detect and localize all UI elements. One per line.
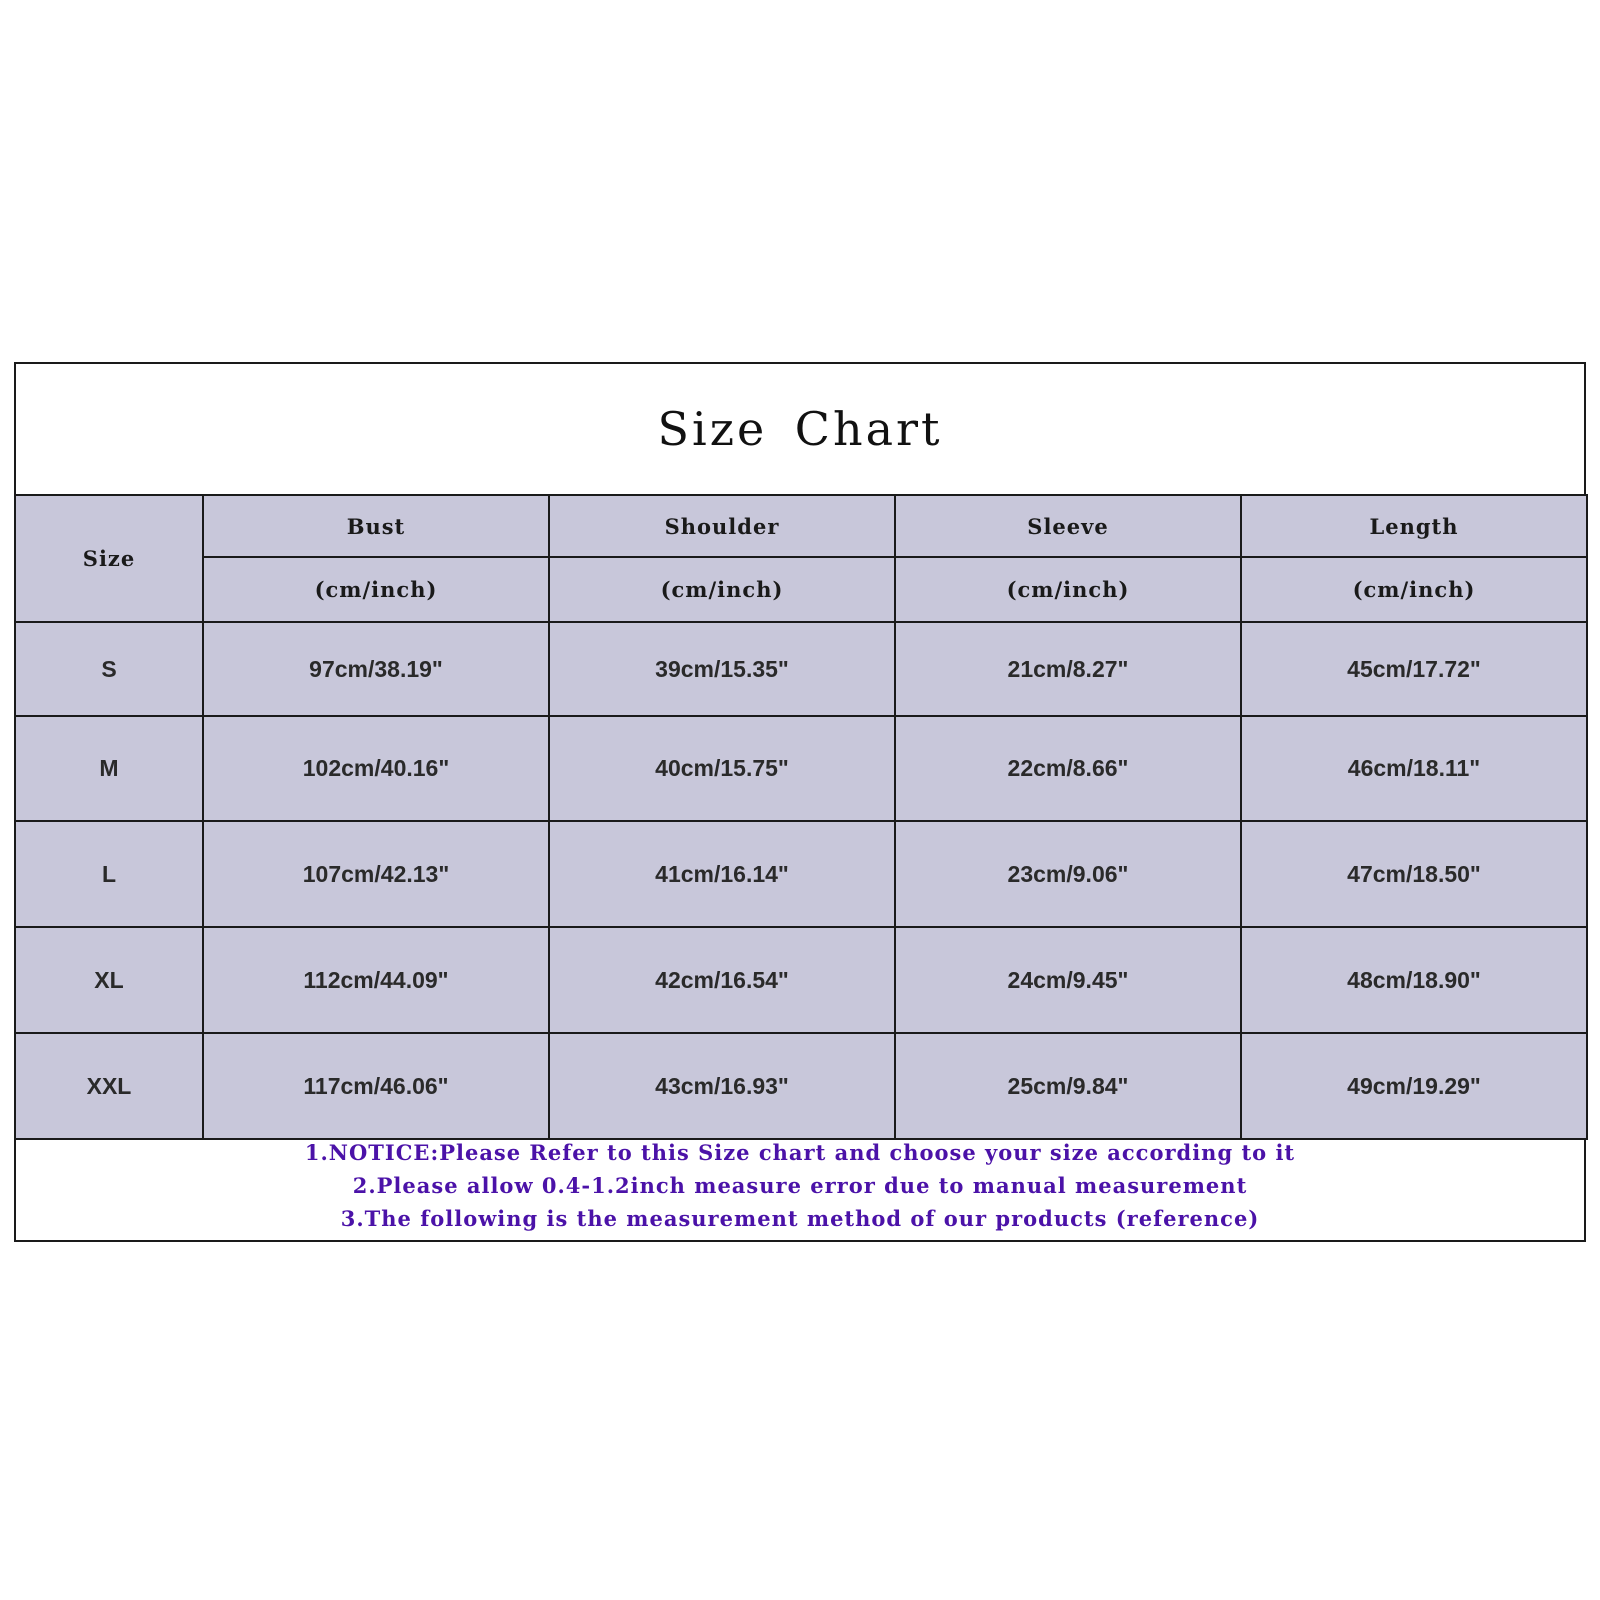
- bust-value: 102cm/40.16": [203, 716, 549, 821]
- sleeve-value: 21cm/8.27": [895, 622, 1241, 716]
- bust-value: 117cm/46.06": [203, 1033, 549, 1139]
- bust-value: 97cm/38.19": [203, 622, 549, 716]
- column-header-length: Length: [1241, 495, 1587, 557]
- length-value: 48cm/18.90": [1241, 927, 1587, 1033]
- size-cell: XXL: [15, 1033, 203, 1139]
- length-value: 45cm/17.72": [1241, 622, 1587, 716]
- shoulder-value: 43cm/16.93": [549, 1033, 895, 1139]
- size-header-cell: Size: [15, 495, 203, 622]
- note-notice: 1.NOTICE:Please Refer to this Size chart and choose your size according to it: [304, 1139, 1296, 1165]
- table-row: [15, 821, 1587, 927]
- shoulder-value: 42cm/16.54": [549, 927, 895, 1033]
- length-value: 49cm/19.29": [1241, 1033, 1587, 1139]
- length-value: 46cm/18.11": [1241, 716, 1587, 821]
- shoulder-value: 39cm/15.35": [549, 622, 895, 716]
- notes-area: [16, 1132, 1584, 1238]
- table-row: [15, 1033, 1587, 1139]
- table-row: [15, 716, 1587, 821]
- shoulder-value: 40cm/15.75": [549, 716, 895, 821]
- unit-label-sleeve: (cm/inch): [895, 557, 1241, 622]
- size-cell: S: [15, 622, 203, 716]
- bust-value: 107cm/42.13": [203, 821, 549, 927]
- unit-label-bust: (cm/inch): [203, 557, 549, 622]
- note-measure-error: 2.Please allow 0.4-1.2inch measure error due to manual measurement: [352, 1172, 1248, 1198]
- chart-title: Size Chart: [657, 402, 943, 456]
- table-row: [15, 927, 1587, 1033]
- size-table: [14, 494, 1588, 1140]
- sleeve-value: 24cm/9.45": [895, 927, 1241, 1033]
- size-cell: M: [15, 716, 203, 821]
- shoulder-value: 41cm/16.14": [549, 821, 895, 927]
- sleeve-value: 25cm/9.84": [895, 1033, 1241, 1139]
- header-row-names: [15, 495, 1587, 557]
- header-row-units: [15, 557, 1587, 622]
- column-header-bust: Bust: [203, 495, 549, 557]
- sleeve-value: 22cm/8.66": [895, 716, 1241, 821]
- length-value: 47cm/18.50": [1241, 821, 1587, 927]
- note-measurement-method: 3.The following is the measurement method of our products (reference): [340, 1205, 1260, 1231]
- size-cell: L: [15, 821, 203, 927]
- table-row: [15, 622, 1587, 716]
- unit-label-length: (cm/inch): [1241, 557, 1587, 622]
- title-area: [16, 364, 1584, 494]
- column-header-sleeve: Sleeve: [895, 495, 1241, 557]
- size-chart-frame: [14, 362, 1586, 1242]
- size-cell: XL: [15, 927, 203, 1033]
- sleeve-value: 23cm/9.06": [895, 821, 1241, 927]
- column-header-shoulder: Shoulder: [549, 495, 895, 557]
- unit-label-shoulder: (cm/inch): [549, 557, 895, 622]
- bust-value: 112cm/44.09": [203, 927, 549, 1033]
